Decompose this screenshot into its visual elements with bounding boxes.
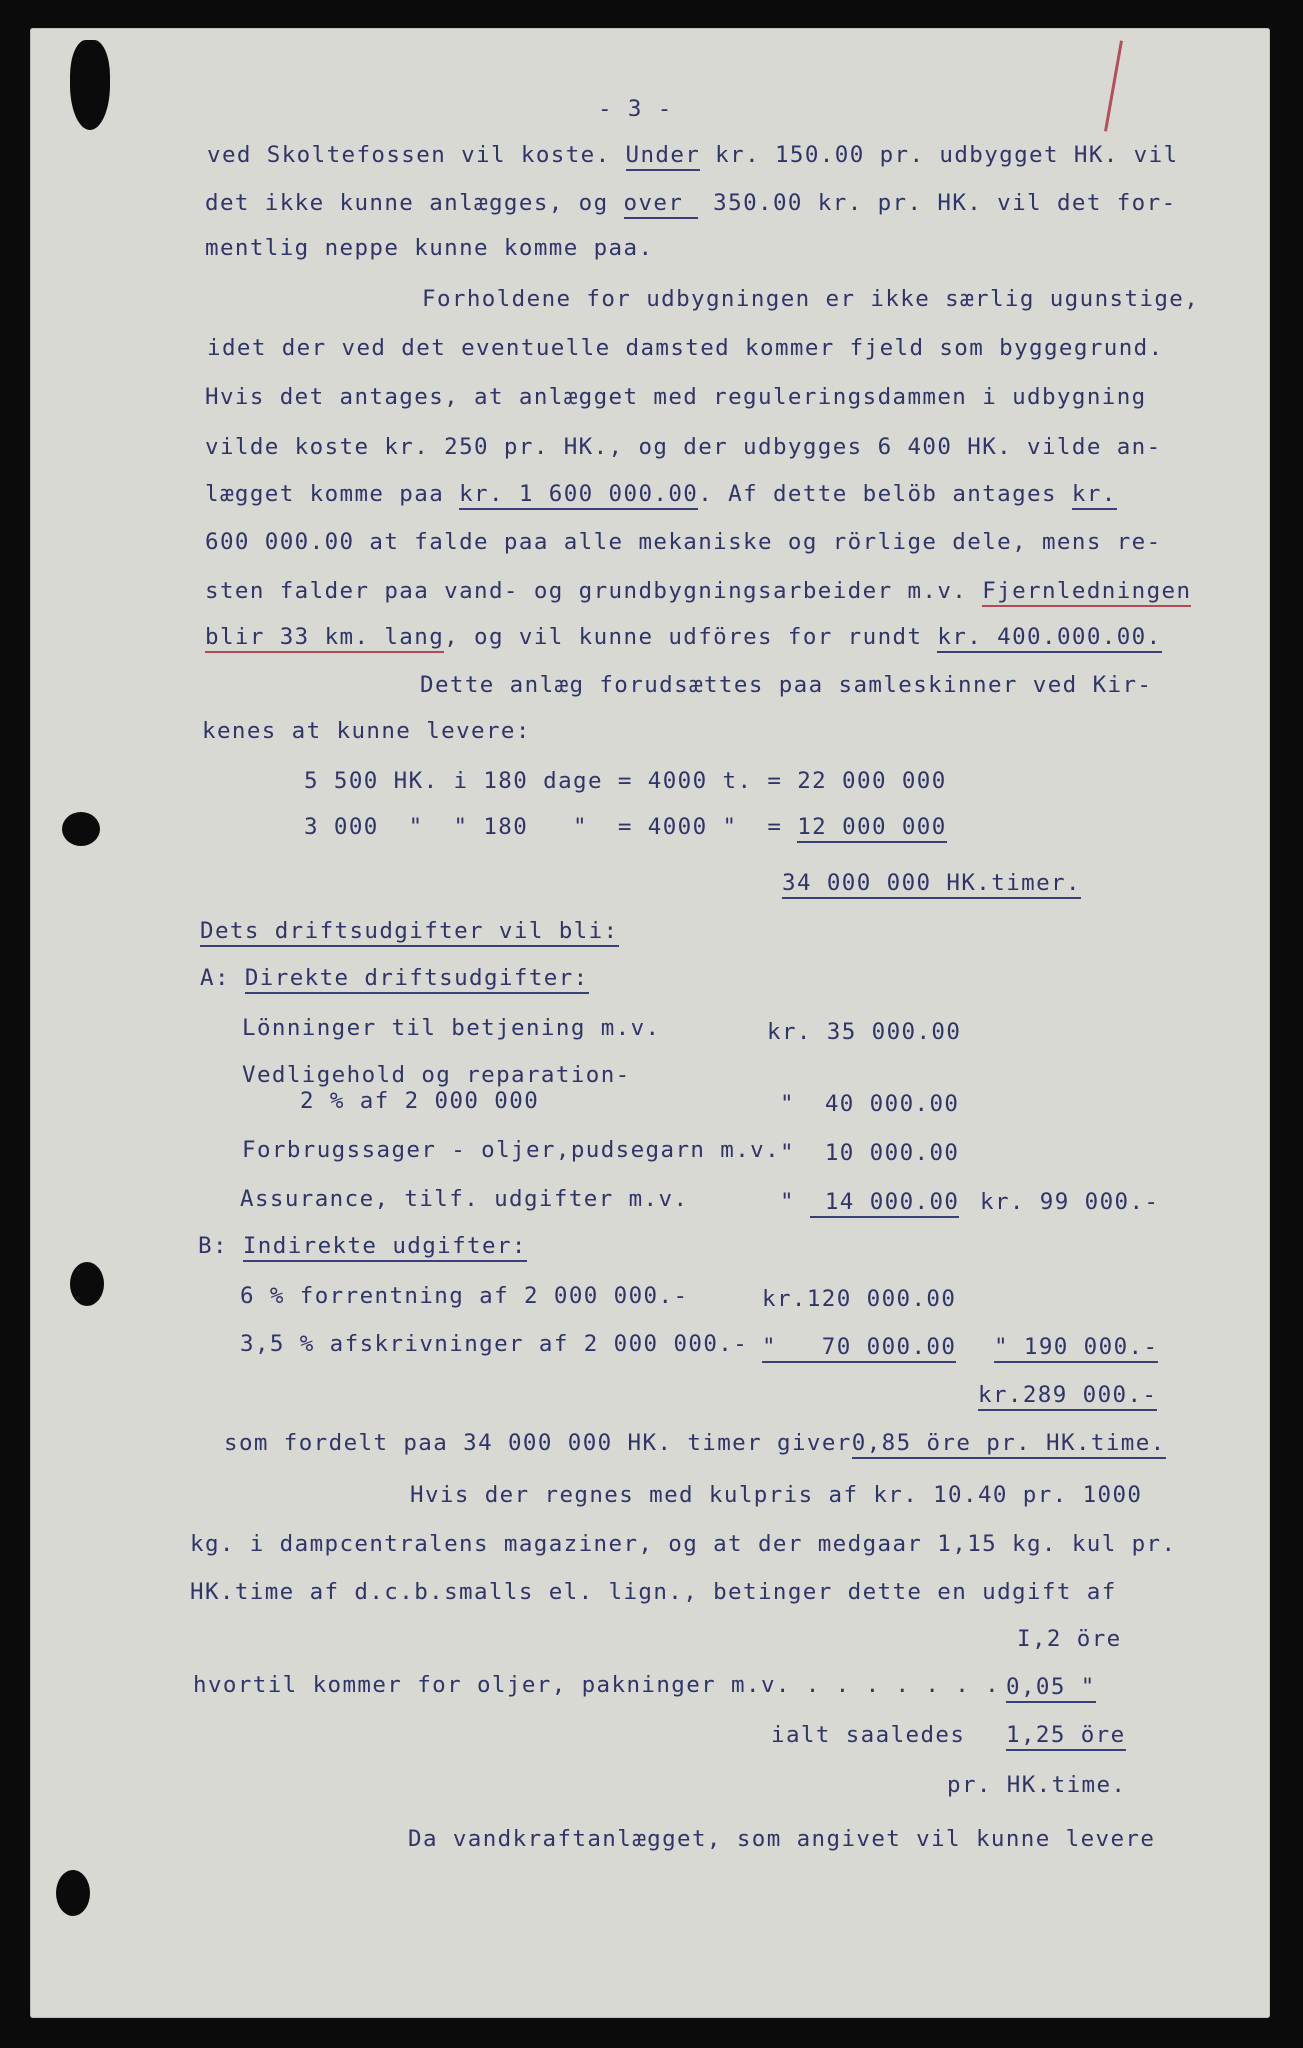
production-total: 34 000 000 HK.timer. — [782, 868, 1081, 898]
text-line: kg. i dampcentralens magaziner, og at der medgaar 1,15 kg. kul pr. — [190, 1531, 1177, 1557]
unit-label: pr. HK.time. — [947, 1772, 1127, 1798]
cost-item: Vedligehold og reparation- — [242, 1062, 631, 1088]
cost-item: Forbrugssager - oljer,pudsegarn m.v. — [242, 1137, 781, 1163]
text-line: Dette anlæg forudsættes paa samleskinner ved Kir- — [420, 672, 1153, 698]
costs-heading: Dets driftsudgifter vil bli: — [200, 916, 619, 946]
cost-item: 3,5 % afskrivninger af 2 000 000.- — [240, 1331, 749, 1357]
cost-item: 6 % forrentning af 2 000 000.- — [240, 1283, 689, 1309]
cost-subtotal: kr. 99 000.- — [980, 1189, 1160, 1215]
cost-amount: " 70 000.00 — [762, 1332, 956, 1362]
cost-item: Lönninger til betjening m.v. — [242, 1015, 661, 1041]
production-line: 3 000 " " 180 " = 4000 " = 12 000 000 — [304, 812, 947, 842]
cost-amount: kr. 35 000.00 — [767, 1019, 962, 1045]
total-label: ialt saaledes — [771, 1722, 966, 1748]
coal-total: 1,25 öre — [1006, 1720, 1126, 1750]
cost-subtotal: " 190 000.- — [994, 1332, 1158, 1362]
grand-total: kr.289 000.- — [978, 1380, 1157, 1410]
cost-amount: " 10 000.00 — [780, 1140, 960, 1166]
production-line: 5 500 HK. i 180 dage = 4000 t. = 22 000 000 — [304, 768, 947, 794]
text-line: kenes at kunne levere: — [202, 718, 531, 744]
text-line: blir 33 km. lang, og vil kunne udföres for rundt kr. 400.000.00. — [205, 622, 1162, 652]
text-line: mentlig neppe kunne komme paa. — [205, 235, 654, 261]
text-line: hvortil kommer for oljer, pakninger m.v. . . . . . . . — [193, 1672, 1001, 1698]
text-line: det ikke kunne anlægges, og over 350.00 kr. pr. HK. vil det for- — [205, 188, 1177, 218]
text-line: sten falder paa vand- og grundbygningsarbeider m.v. Fjernledningen — [205, 576, 1191, 606]
cost-amount: kr.120 000.00 — [762, 1286, 957, 1312]
text-line: HK.time af d.c.b.smalls el. lign., betinger dette en udgift af — [190, 1579, 1117, 1605]
text-line: vilde koste kr. 250 pr. HK., og der udbygges 6 400 HK. vilde an- — [205, 434, 1162, 460]
cost-item: Assurance, tilf. udgifter m.v. — [240, 1186, 689, 1212]
text-line: Forholdene for udbygningen er ikke særlig ugunstige, — [422, 286, 1200, 312]
text-line: Hvis der regnes med kulpris af kr. 10.40 pr. 1000 — [410, 1482, 1143, 1508]
text-line: Da vandkraftanlægget, som angivet vil kunne levere — [408, 1826, 1156, 1852]
text-line: ved Skoltefossen vil koste. Under kr. 150.00 pr. udbygget HK. vil — [207, 140, 1179, 170]
page-number: - 3 - — [598, 96, 673, 122]
text-line: Hvis det antages, at anlægget med reguleringsdammen i udbygning — [205, 384, 1147, 410]
text-line: idet der ved det eventuelle damsted kommer fjeld som byggegrund. — [207, 335, 1164, 361]
cost-item: 2 % af 2 000 000 — [300, 1088, 540, 1114]
per-hour-line: som fordelt paa 34 000 000 HK. timer giver0,85 öre pr. HK.time. — [224, 1428, 1166, 1458]
coal-value: I,2 öre — [1017, 1626, 1122, 1652]
cost-amount: " 14 000.00 — [780, 1187, 959, 1217]
coal-value: 0,05 " — [1006, 1672, 1096, 1702]
section-a-heading: A: Direkte driftsudgifter: — [200, 963, 589, 993]
text-line: 600 000.00 at falde paa alle mekaniske og rörlige dele, mens re- — [205, 529, 1162, 555]
cost-amount: " 40 000.00 — [780, 1091, 960, 1117]
text-line: lægget komme paa kr. 1 600 000.00. Af dette belöb antages kr. — [205, 479, 1117, 509]
section-b-heading: B: Indirekte udgifter: — [198, 1231, 527, 1261]
